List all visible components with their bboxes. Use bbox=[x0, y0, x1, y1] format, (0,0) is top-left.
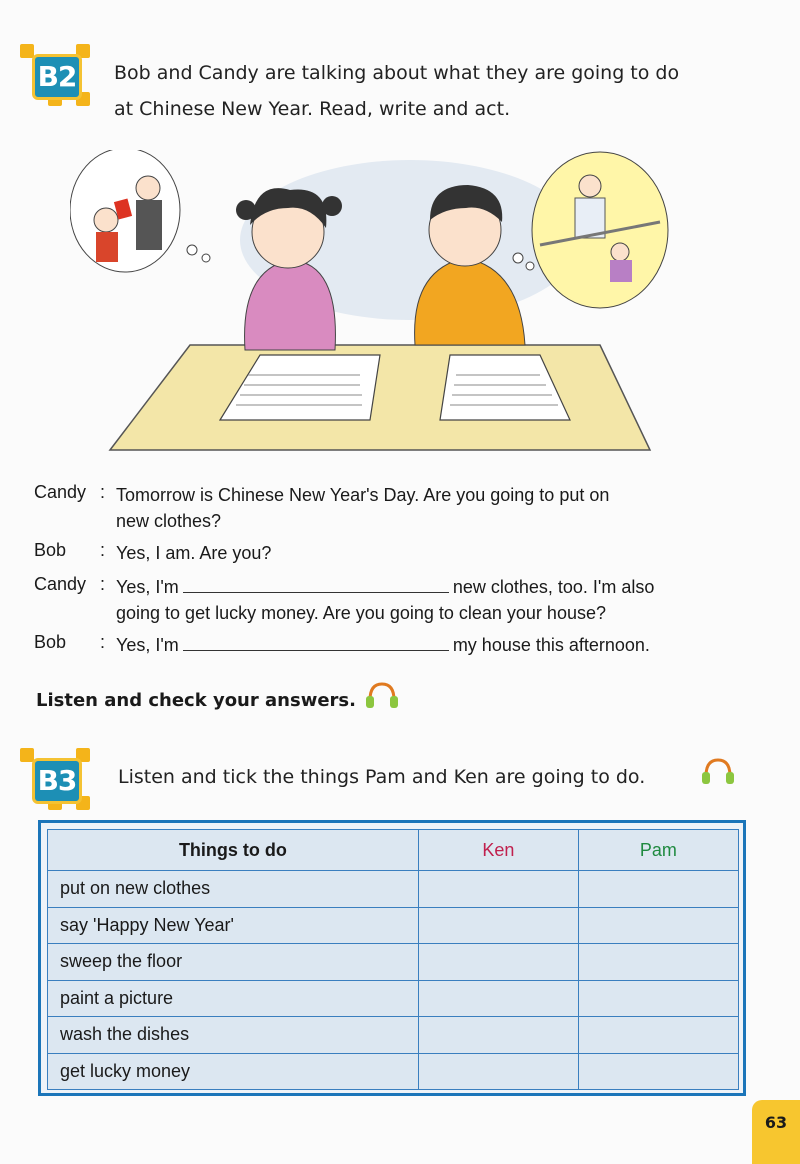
speech-line: Yes, I am. Are you? bbox=[116, 543, 272, 563]
activity-cell: wash the dishes bbox=[48, 1017, 419, 1054]
answer-blank[interactable] bbox=[183, 576, 449, 593]
page-number: 63 bbox=[752, 1100, 800, 1164]
tick-table bbox=[47, 829, 739, 1090]
pam-tick-cell[interactable] bbox=[578, 1017, 738, 1054]
section-badge-b2 bbox=[20, 44, 90, 106]
b3-instruction: Listen and tick the things Pam and Ken are going to do. bbox=[118, 766, 646, 788]
speaker-name: Bob bbox=[34, 540, 67, 560]
speech-fragment: my house this afternoon. bbox=[452, 635, 650, 655]
table-row bbox=[48, 980, 739, 1017]
pam-tick-cell[interactable] bbox=[578, 907, 738, 944]
speaker-name: Candy bbox=[34, 482, 87, 502]
ken-tick-cell[interactable] bbox=[418, 1053, 578, 1090]
table-header-row bbox=[48, 830, 739, 871]
ken-tick-cell[interactable] bbox=[418, 944, 578, 981]
tick-table-frame bbox=[38, 820, 746, 1096]
speech-text bbox=[116, 632, 736, 658]
speech-fragment: Yes, I'm bbox=[116, 635, 179, 655]
speaker-name: Candy bbox=[34, 574, 87, 594]
activity-cell: sweep the floor bbox=[48, 944, 419, 981]
speech-line bbox=[116, 574, 736, 600]
speech-line bbox=[116, 632, 736, 658]
ken-tick-cell[interactable] bbox=[418, 907, 578, 944]
colon: : bbox=[100, 482, 106, 502]
activity-cell: put on new clothes bbox=[48, 871, 419, 908]
activity-cell: paint a picture bbox=[48, 980, 419, 1017]
table-row bbox=[48, 907, 739, 944]
speech-text bbox=[116, 540, 736, 566]
speech-line: going to get lucky money. Are you going to clean your house? bbox=[116, 603, 606, 623]
pam-tick-cell[interactable] bbox=[578, 944, 738, 981]
header-things-to-do: Things to do bbox=[48, 830, 419, 871]
table-row bbox=[48, 944, 739, 981]
speech-text bbox=[116, 482, 736, 534]
table-row bbox=[48, 1017, 739, 1054]
speech-text bbox=[116, 574, 736, 626]
ken-tick-cell[interactable] bbox=[418, 1017, 578, 1054]
pam-tick-cell[interactable] bbox=[578, 1053, 738, 1090]
speech-line: Tomorrow is Chinese New Year's Day. Are you going to put on bbox=[116, 485, 610, 505]
header-ken: Ken bbox=[418, 830, 578, 871]
headphone-icon[interactable] bbox=[364, 680, 398, 710]
table-row bbox=[48, 871, 739, 908]
activity-cell: say 'Happy New Year' bbox=[48, 907, 419, 944]
table-row bbox=[48, 1053, 739, 1090]
b2-instruction-line1: Bob and Candy are talking about what they are going to do bbox=[114, 62, 680, 84]
speech-fragment: Yes, I'm bbox=[116, 577, 179, 597]
activity-cell: get lucky money bbox=[48, 1053, 419, 1090]
badge-label: B3 bbox=[32, 758, 82, 804]
header-pam: Pam bbox=[578, 830, 738, 871]
headphone-icon[interactable] bbox=[700, 756, 734, 786]
ken-tick-cell[interactable] bbox=[418, 871, 578, 908]
colon: : bbox=[100, 540, 106, 560]
answer-blank[interactable] bbox=[183, 634, 449, 651]
colon: : bbox=[100, 574, 106, 594]
listen-check-instruction: Listen and check your answers. bbox=[36, 690, 356, 711]
badge-label: B2 bbox=[32, 54, 82, 100]
b2-instruction-line2: at Chinese New Year. Read, write and act. bbox=[114, 98, 511, 120]
ken-tick-cell[interactable] bbox=[418, 980, 578, 1017]
pam-tick-cell[interactable] bbox=[578, 871, 738, 908]
speech-line: new clothes? bbox=[116, 511, 222, 531]
classroom-illustration bbox=[70, 150, 670, 460]
speaker-name: Bob bbox=[34, 632, 67, 652]
speech-fragment: new clothes, too. I'm also bbox=[452, 577, 655, 597]
colon: : bbox=[100, 632, 106, 652]
pam-tick-cell[interactable] bbox=[578, 980, 738, 1017]
section-badge-b3 bbox=[20, 748, 90, 810]
